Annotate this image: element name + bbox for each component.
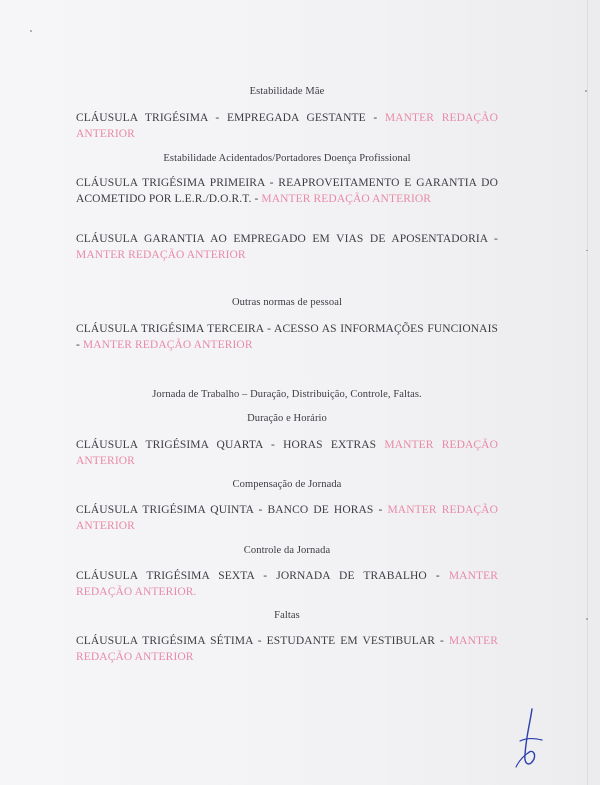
signature-mark <box>510 705 550 775</box>
clause-status: MANTER REDAÇÃO ANTERIOR <box>76 249 246 261</box>
section-heading-compensacao: Compensação de Jornada <box>232 479 342 490</box>
section-heading-estabilidade-mae: Estabilidade Mãe <box>249 86 325 97</box>
clause-text: CLÁUSULA TRIGÉSIMA QUARTA - HORAS EXTRAS <box>76 439 385 451</box>
clause-status: MANTER REDAÇÃO ANTERIOR <box>261 193 432 205</box>
clause-reaproveitamento <box>76 175 498 207</box>
page-edge-line <box>587 0 588 785</box>
clause-text: CLÁUSULA TRIGÉSIMA QUINTA - BANCO DE HORAS - <box>76 504 388 516</box>
clause-status: MANTER REDAÇÃO ANTERIOR <box>76 635 498 663</box>
clause-status: MANTER REDAÇÃO ANTERIOR. <box>76 570 498 598</box>
clause-text: CLÁUSULA TRIGÉSIMA - EMPREGADA GESTANTE - <box>76 112 385 124</box>
clause-jornada-de-trabalho <box>76 568 498 600</box>
clause-estudante-vestibular <box>76 633 498 665</box>
clause-status: MANTER REDAÇÃO ANTERIOR <box>76 504 498 532</box>
section-heading-jornada: Jornada de Trabalho – Duração, Distribuição, Controle, Faltas. <box>152 389 422 400</box>
clause-text: CLÁUSULA TRIGÉSIMA SEXTA - JORNADA DE TRABALHO - <box>76 570 449 582</box>
scan-speck <box>586 250 588 251</box>
clause-status: MANTER REDAÇÃO ANTERIOR <box>76 112 498 140</box>
section-heading-estabilidade-acidentados: Estabilidade Acidentados/Portadores Doença Profissional <box>163 153 411 164</box>
clause-status: MANTER REDAÇÃO ANTERIOR <box>82 339 253 351</box>
scan-speck <box>586 618 588 620</box>
section-heading-duracao: Duração e Horário <box>247 413 327 424</box>
handwritten-signature <box>510 705 550 780</box>
section-heading-outras-normas: Outras normas de pessoal <box>232 297 342 308</box>
scan-speck <box>30 30 32 32</box>
clause-horas-extras <box>76 437 498 469</box>
clause-acesso-informacoes <box>76 321 498 353</box>
clause-garantia-aposentadoria <box>76 231 498 263</box>
clause-text: CLÁUSULA TRIGÉSIMA PRIMEIRA - REAPROVEITAMENTO E GARANTIA DO ACOMETIDO POR L.E.R./D.O.R.T. - <box>76 177 498 205</box>
scan-speck <box>585 90 587 92</box>
clause-text: CLÁUSULA TRIGÉSIMA SÉTIMA - ESTUDANTE EM VESTIBULAR - <box>76 635 449 647</box>
section-heading-faltas: Faltas <box>274 610 300 621</box>
clause-banco-de-horas <box>76 502 498 534</box>
clause-empregada-gestante <box>76 110 498 142</box>
clause-status: MANTER REDAÇÃO ANTERIOR <box>76 439 498 467</box>
clause-text: CLÁUSULA GARANTIA AO EMPREGADO EM VIAS DE APOSENTADORIA - <box>76 233 498 245</box>
clause-text: CLÁUSULA TRIGÉSIMA TERCEIRA - ACESSO AS INFORMAÇÕES FUNCIONAIS - <box>76 323 498 351</box>
section-heading-controle: Controle da Jornada <box>243 545 331 556</box>
